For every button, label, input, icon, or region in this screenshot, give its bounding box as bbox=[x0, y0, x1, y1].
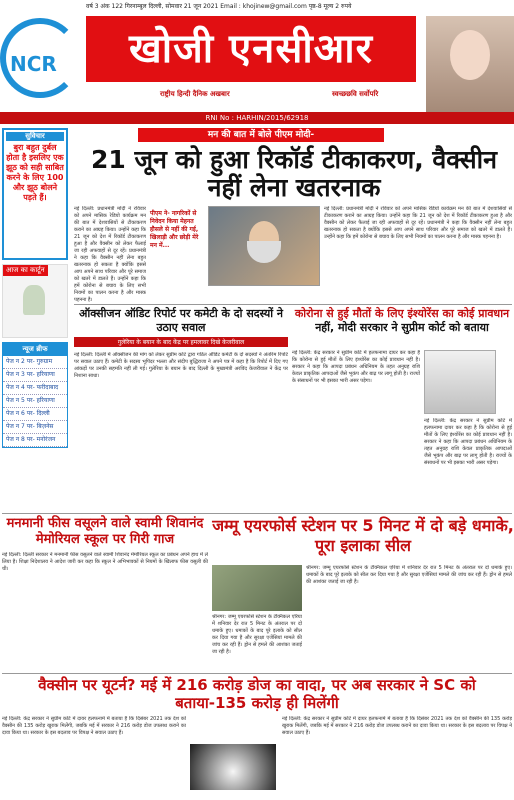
oxygen-headline[interactable]: ऑक्सीजन ऑडिट रिपोर्ट पर कमेटी के दो सदस्यों ने उठाए सवाल bbox=[78, 307, 284, 334]
covid-body-col2: नई दिल्ली: केंद्र सरकार ने सुप्रीम कोर्ट में हलफनामा दायर कर कहा है कि कोरोना से हुई मौतों के लिए इंश्योरेंस का कोई प्रावधान नहीं है। सरकार ने कहा कि आपदा प्रबंधन अधिनियम के तहत अनुग्रह राशि केवल प्राकृतिक आपदाओं जैसे भूकंप और बाढ़ पर लागू होती है। राज्यों के संसाधनों पर भी इसका भारी असर पड़ेगा। bbox=[424, 418, 512, 466]
news-brief-item[interactable]: पेज न 5 पर- हरियाणा bbox=[3, 395, 67, 408]
school-fee-story bbox=[2, 516, 208, 548]
cartoon-label: आज का कार्टून bbox=[3, 265, 48, 276]
divider bbox=[2, 673, 512, 674]
tagline-right: स्वच्छछवि सर्वोपरि bbox=[332, 90, 379, 98]
divider bbox=[74, 304, 512, 305]
covid-headline[interactable] bbox=[292, 307, 512, 335]
left-sidebar bbox=[2, 128, 70, 518]
logo-text: NCR bbox=[10, 52, 57, 76]
vaccine-body-col2: नई दिल्ली: केंद्र सरकार ने सुप्रीम कोर्ट में दायर हलफनामे में बताया है कि दिसंबर 2021 तक देश को वैक्सीन की 135 करोड़ खुराक मिलेंगी, जबकि मई में सरकार ने 216 करोड़ डोज उपलब्ध कराने का दावा किया था। सरकार के इस बदलाव पर विपक्ष ने सवाल उठाए हैं। bbox=[282, 716, 512, 736]
cartoon-figure bbox=[23, 285, 45, 315]
news-brief-item[interactable]: पेज न 2 पर- गुरुग्राम bbox=[3, 356, 67, 369]
jammu-body: श्रीनगर: जम्मू एयरफोर्स स्टेशन के टेक्निकल एरिया में शनिवार देर रात 5 मिनट के अंतराल पर दो धमाके हुए। धमाकों के बाद पूरे इलाके को सील कर दिया गया है और सुरक्षा एजेंसियां मामले की जांच कर रही हैं। ड्रोन से हमले की आशंका जताई जा रही है। bbox=[306, 565, 512, 585]
covid-body: नई दिल्ली: केंद्र सरकार ने सुप्रीम कोर्ट में हलफनामा दायर कर कहा है कि कोरोना से हुई मौतों के लिए इंश्योरेंस का कोई प्रावधान नहीं है। सरकार ने कहा कि आपदा प्रबंधन अधिनियम के तहत अनुग्रह राशि केवल प्राकृतिक आपदाओं जैसे भूकंप और बाढ़ पर लागू होती है। राज्यों के संसाधनों पर भी इसका भारी असर पड़ेगा। bbox=[292, 350, 420, 384]
news-brief-box bbox=[2, 342, 68, 448]
masthead bbox=[0, 10, 514, 118]
thought-text: बुरा बहुत दुर्बल होता है इसलिए एक झूठ को सही साबित करने के लिए 100 और झूठ बोलने पड़ते हैं। bbox=[6, 143, 64, 202]
tagline-left: राष्ट्रीय हिन्दी दैनिक अखबार bbox=[160, 90, 230, 98]
vaccine-body-col1: नई दिल्ली: केंद्र सरकार ने सुप्रीम कोर्ट में दायर हलफनामे में बताया है कि दिसंबर 2021 तक देश को वैक्सीन की 135 करोड़ खुराक मिलेंगी, जबकि मई में सरकार ने 216 करोड़ डोज उपलब्ध कराने का दावा किया था। सरकार के इस बदलाव पर विपक्ष ने सवाल उठाए हैं। bbox=[2, 716, 186, 736]
issue-info-line: वर्ष 3 अंक 122 गिरनाम्बुल दिल्ली, सोमवार 21 जून 2021 Email : khojinew@gmail.com पृष्ठ-8 मूल्य 2 रुपये bbox=[86, 3, 352, 10]
newspaper-title: खोजी एनसीआर bbox=[86, 16, 416, 82]
vaccine-photo bbox=[190, 744, 276, 790]
divider bbox=[2, 513, 512, 514]
school-fee-body: नई दिल्ली: दिल्ली सरकार ने मनमानी फीस वसूलने वाले स्वामी शिवानंद मेमोरियल स्कूल का प्रबंधन अपने हाथ में ले लिया है। शिक्षा निदेशालय ने आदेश जारी कर कहा कि स्कूल ने अभिभावकों से नियमों के खिलाफ फीस वसूली की थी। bbox=[2, 552, 208, 572]
oxygen-subhead: गुलेरिया के बयान के बाद केंद्र पर हमलावर दिखे केजरीवाल bbox=[74, 337, 288, 347]
thought-box bbox=[2, 128, 68, 260]
school-fee-headline[interactable]: मनमानी फीस वसूलने वाले स्वामी शिवानंद मेमोरियल स्कूल पर गिरी गाज bbox=[6, 516, 204, 547]
jammu-photo bbox=[212, 565, 302, 611]
jammu-headline[interactable]: जम्मू एयरफोर्स स्टेशन पर 5 मिनट में दो बड़े धमाके, पूरा इलाका सील bbox=[212, 516, 514, 555]
registration-bar: RNI No : HARHIN/2015/62918 bbox=[0, 112, 514, 124]
news-brief-item[interactable]: पेज न 3 पर- हरियाणा bbox=[3, 369, 67, 382]
lead-headline[interactable]: 21 जून को हुआ रिकॉर्ड टीकाकरण, वैक्सीन नहीं लेना खतरनाक bbox=[90, 145, 498, 202]
lead-body-col1: नई दिल्ली: प्रधानमंत्री मोदी ने रविवार को अपने मासिक रेडियो कार्यक्रम मन की बात में देशवासियों से टीकाकरण कराने का आग्रह किया। उन्होंने कहा कि 21 जून को देश में रिकॉर्ड टीकाकरण हुआ है और वैक्सीन को लेकर फैलाई जा रही अफवाहों से दूर रहें। प्रधानमंत्री ने कहा कि वैक्सीन नहीं लेना बहुत खतरनाक हो सकता है क्योंकि इससे आप अपने साथ परिवार और पूरे समाज को खतरे में डालते हैं। उन्होंने कहा कि हमें कोरोना से बचाव के लिए सभी नियमों का पालन करना है और मास्क पहनना है। bbox=[74, 206, 146, 302]
supreme-court-photo bbox=[424, 350, 496, 414]
portrait-image bbox=[426, 16, 514, 112]
lead-pull-quote: पीएम ने- नागरिकों से निवेदन किया मेहनत हौसले से नहीं की गई, खिलाड़ी और छोड़ी मेरे मन में... bbox=[150, 210, 199, 249]
cartoon-box bbox=[2, 264, 68, 338]
vaccine-headline[interactable]: वैक्सीन पर यूटर्न? मई में 216 करोड़ डोज का वादा, पर अब सरकार ने SC को बताया-135 करोड़ ही मिलेंगी bbox=[38, 676, 476, 712]
lead-kicker: मन की बात में बोले पीएम मोदी- bbox=[138, 128, 384, 142]
lead-photo bbox=[208, 206, 320, 286]
news-brief-item[interactable]: पेज न 4 पर- फरीदाबाद bbox=[3, 382, 67, 395]
news-brief-item[interactable]: पेज न 7 पर- बिज़नेस bbox=[3, 421, 67, 434]
oxygen-body: नई दिल्ली: दिल्ली में ऑक्सीजन की मांग को लेकर सुप्रीम कोर्ट द्वारा गठित ऑडिट कमेटी के दो सदस्यों ने अंतरिम रिपोर्ट पर सवाल उठाए हैं। कमेटी के सदस्य भूपिंदर भल्ला और संदीप बुद्धिराजा ने अपने पत्र में कहा है कि रिपोर्ट में दिए गए आंकड़ों पर उनकी सहमति नहीं ली गई। गुलेरिया के बयान के बाद दिल्ली के मुख्यमंत्री अरविंद केजरीवाल ने केंद्र पर निशाना साधा। bbox=[74, 352, 288, 379]
lead-body-col2: नई दिल्ली: प्रधानमंत्री मोदी ने रविवार को अपने मासिक रेडियो कार्यक्रम मन की बात में देशवासियों से टीकाकरण कराने का आग्रह किया। उन्होंने कहा कि 21 जून को देश में रिकॉर्ड टीकाकरण हुआ है और वैक्सीन को लेकर फैलाई जा रही अफवाहों से दूर रहें। प्रधानमंत्री ने कहा कि वैक्सीन नहीं लेना बहुत खतरनाक हो सकता है क्योंकि इससे आप अपने साथ परिवार और पूरे समाज को खतरे में डालते हैं। उन्होंने कहा कि हमें कोरोना से बचाव के लिए सभी नियमों का पालन करना है और मास्क पहनना है। bbox=[324, 206, 512, 240]
jammu-story bbox=[212, 516, 514, 556]
news-brief-item[interactable]: पेज न 6 पर- दिल्ली bbox=[3, 408, 67, 421]
news-brief-item[interactable]: पेज न 8 पर- मनोरंजन bbox=[3, 434, 67, 447]
news-brief-heading: न्यूज ब्रीफ bbox=[3, 343, 67, 356]
covid-story bbox=[292, 307, 512, 335]
thought-heading: सुविचार bbox=[6, 132, 64, 141]
jammu-body-col2: श्रीनगर: जम्मू एयरफोर्स स्टेशन के टेक्निकल एरिया में शनिवार देर रात 5 मिनट के अंतराल पर दो धमाके हुए। धमाकों के बाद पूरे इलाके को सील कर दिया गया है और सुरक्षा एजेंसियां मामले की जांच कर रही हैं। ड्रोन से हमले की आशंका जताई जा रही है। bbox=[212, 614, 302, 655]
covid-headline-black: नहीं, मोदी सरकार ने सुप्रीम कोर्ट को बताया bbox=[315, 321, 489, 334]
oxygen-story bbox=[74, 307, 288, 347]
covid-headline-red: कोरोना से हुई मौतों के लिए इंश्योरेंस का कोई प्रावधान bbox=[294, 307, 510, 320]
photo-beard bbox=[247, 241, 281, 263]
